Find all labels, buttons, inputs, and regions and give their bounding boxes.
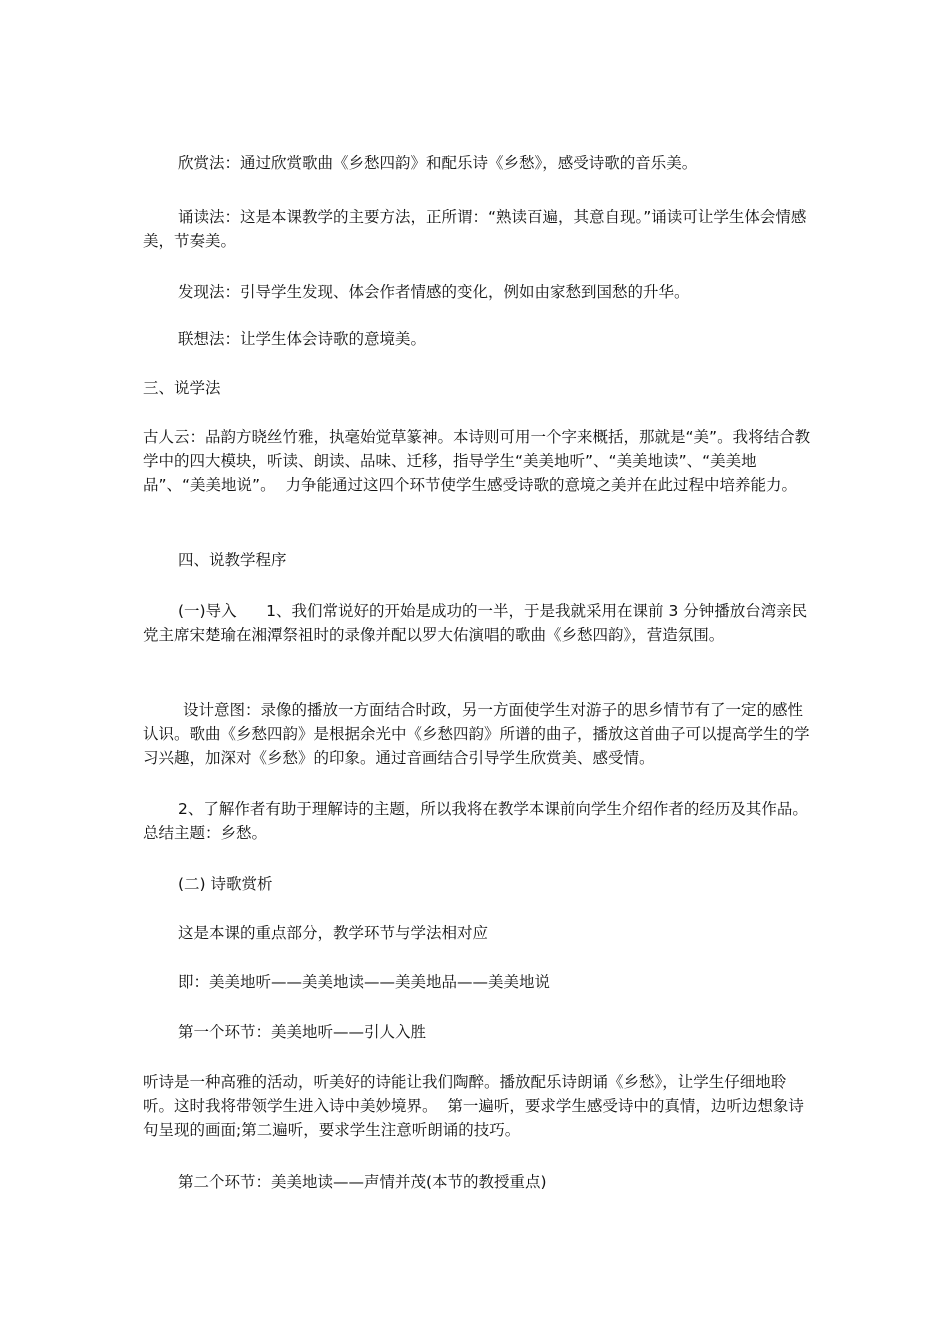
paragraph-appreciation-method: 欣赏法：通过欣赏歌曲《乡愁四韵》和配乐诗《乡愁》，感受诗歌的音乐美。 [178, 154, 698, 172]
paragraph-introduction: (一)导入 1、我们常说好的开始是成功的一半，于是我就采用在课前 3 分钟播放台湾亲民党主席宋楚瑜在湘潭祭祖时的录像并配以罗大佑演唱的歌曲《乡愁四韵》，营造氛围。 [143, 602, 808, 644]
paragraph-design-intent: 设计意图：录像的播放一方面结合时政，另一方面使学生对游子的思乡情节有了一定的感性认识。歌曲《乡愁四韵》是根据余光中《乡愁四韵》所谱的曲子，播放这首曲子可以提高学生的学习兴趣，加深对《乡愁》的印象。通过音画结合引导学生欣赏美、感受情。 [143, 701, 810, 767]
heading-second-step: 第二个环节：美美地读——声情并茂(本节的教授重点) [178, 1173, 547, 1191]
paragraph-key-part: 这是本课的重点部分，教学环节与学法相对应 [178, 924, 489, 942]
paragraph-association-method: 联想法：让学生体会诗歌的意境美。 [178, 330, 427, 348]
section-heading-teaching-procedure: 四、说教学程序 [178, 551, 287, 569]
paragraph-discovery-method: 发现法：引导学生发现、体会作者情感的变化，例如由家愁到国愁的升华。 [178, 283, 690, 301]
subsection-heading-poem-appreciation: (二) 诗歌赏析 [178, 875, 273, 893]
paragraph-listening-poem: 听诗是一种高雅的活动，听美好的诗能让我们陶醉。播放配乐诗朗诵《乡愁》，让学生仔细地聆听。这时我将带领学生进入诗中美妙境界。 第一遍听，要求学生感受诗中的真情，边听边想象诗句呈现的画面;第二遍听，要求学生注意听朗诵的技巧。 [143, 1073, 804, 1139]
paragraph-recitation-method: 诵读法：这是本课教学的主要方法，正所谓：“熟读百遍，其意自现。”诵读可让学生体会情感美，节奏美。 [143, 208, 807, 250]
paragraph-steps-list: 即：美美地听——美美地读——美美地品——美美地说 [178, 973, 551, 991]
paragraph-author-background: 2、了解作者有助于理解诗的主题，所以我将在教学本课前向学生介绍作者的经历及其作品。总结主题：乡愁。 [143, 800, 808, 842]
paragraph-ancient-saying: 古人云：品韵方晓丝竹雅，执毫始觉草篆神。本诗则可用一个字来概括，那就是“美”。我将结合教学中的四大模块，听读、朗读、品味、迁移，指导学生“美美地听”、“美美地读”、“美美地品”、“美美地说”。 力争能通过这四个环节使学生感受诗歌的意境之美并在此过程中培养能力。 [143, 428, 811, 494]
section-heading-learning-method: 三、说学法 [143, 379, 221, 397]
heading-first-step: 第一个环节：美美地听——引人入胜 [178, 1023, 427, 1041]
